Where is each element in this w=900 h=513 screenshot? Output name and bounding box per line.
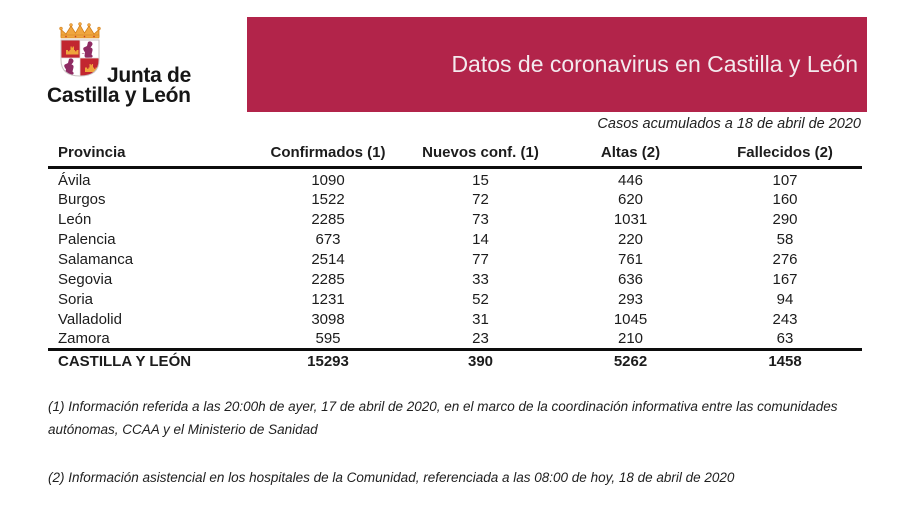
cell-provincia: Zamora xyxy=(58,329,110,347)
page-title: Datos de coronavirus en Castilla y León xyxy=(451,51,858,77)
crown-icon xyxy=(60,23,101,39)
cell-provincia: León xyxy=(58,210,92,228)
cell-value: 94 xyxy=(776,290,794,308)
cell-value: 243 xyxy=(772,310,798,328)
cell-value: 620 xyxy=(617,190,644,208)
table-row xyxy=(48,229,862,249)
cell-value: 1231 xyxy=(311,290,345,308)
table-row xyxy=(48,249,862,269)
coat-of-arms-icon xyxy=(57,22,103,77)
cell-value: 2514 xyxy=(311,250,345,268)
footnotes xyxy=(48,396,870,490)
table-row xyxy=(48,269,862,289)
cell-value: 276 xyxy=(772,250,798,268)
cell-value: 636 xyxy=(617,270,644,288)
cell-provincia: Ávila xyxy=(58,172,91,189)
total-region: CASTILLA Y LEÓN xyxy=(48,349,248,372)
total-confirmados: 15293 xyxy=(248,349,408,372)
cell-provincia: Palencia xyxy=(58,230,116,248)
cell-value: 293 xyxy=(617,290,644,308)
cell-value: 290 xyxy=(772,210,798,228)
table-row xyxy=(48,168,862,190)
column-header-nuevos-conf: Nuevos conf. (1) xyxy=(408,142,553,168)
logo-org-line2: Castilla y León xyxy=(47,84,191,107)
footnote-2: (2) Información asistencial en los hospitales de la Comunidad, referenciada a las 08:00 de hoy, 18 de abril de 2020 xyxy=(48,470,735,486)
table-row xyxy=(48,189,862,209)
cell-value: 446 xyxy=(617,172,644,189)
cell-value: 58 xyxy=(776,230,794,248)
cell-value: 1522 xyxy=(311,190,345,208)
cell-value: 77 xyxy=(472,250,489,268)
cell-value: 63 xyxy=(776,329,794,347)
cell-value: 107 xyxy=(772,172,798,189)
cell-value: 2285 xyxy=(311,210,345,228)
cell-value: 167 xyxy=(772,270,798,288)
cell-value: 15 xyxy=(472,172,489,189)
cell-value: 72 xyxy=(472,190,489,208)
table-row xyxy=(48,289,862,309)
column-header-altas: Altas (2) xyxy=(553,142,708,168)
column-header-fallecidos: Fallecidos (2) xyxy=(708,142,862,168)
column-header-provincia: Provincia xyxy=(48,142,248,168)
cell-value: 1031 xyxy=(613,210,648,228)
table-row xyxy=(48,329,862,349)
cell-value: 14 xyxy=(472,230,489,248)
table-body xyxy=(48,168,862,350)
cell-provincia: Valladolid xyxy=(58,310,122,328)
total-nuevos-conf: 390 xyxy=(408,349,553,372)
cell-value: 220 xyxy=(617,230,644,248)
cell-value: 210 xyxy=(617,329,644,347)
table-row xyxy=(48,309,862,329)
cell-value: 160 xyxy=(772,190,798,208)
cell-provincia: Segovia xyxy=(58,270,113,288)
table-row xyxy=(48,209,862,229)
cell-value: 31 xyxy=(472,310,489,328)
footnote-1: (1) Información referida a las 20:00h de ayer, 17 de abril de 2020, en el marco de la coordinación informativa entre las comunidades autónomas, CCAA y el Ministerio de Sanidad xyxy=(48,399,838,437)
column-header-confirmados: Confirmados (1) xyxy=(248,142,408,168)
junta-logo xyxy=(47,20,257,110)
cell-value: 33 xyxy=(472,270,489,288)
cell-value: 2285 xyxy=(311,270,345,288)
covid-data-table xyxy=(48,142,862,372)
shield-icon xyxy=(61,40,99,76)
total-altas: 5262 xyxy=(553,349,708,372)
logo-org-line1: Junta de xyxy=(107,64,191,87)
title-banner xyxy=(247,17,867,112)
table-header-row xyxy=(48,142,862,168)
cell-provincia: Salamanca xyxy=(58,250,134,268)
date-note: Casos acumulados a 18 de abril de 2020 xyxy=(597,116,861,132)
total-fallecidos: 1458 xyxy=(708,349,862,372)
cell-value: 761 xyxy=(617,250,644,268)
cell-value: 595 xyxy=(315,329,341,347)
cell-provincia: Soria xyxy=(58,290,94,308)
cell-value: 3098 xyxy=(311,310,345,328)
cell-value: 52 xyxy=(472,290,489,308)
cell-value: 73 xyxy=(472,210,489,228)
cell-value: 1045 xyxy=(613,310,648,328)
cell-value: 23 xyxy=(472,329,489,347)
table-total-row xyxy=(48,349,862,372)
cell-value: 1090 xyxy=(311,172,345,189)
cell-provincia: Burgos xyxy=(58,190,106,208)
cell-value: 673 xyxy=(315,230,341,248)
